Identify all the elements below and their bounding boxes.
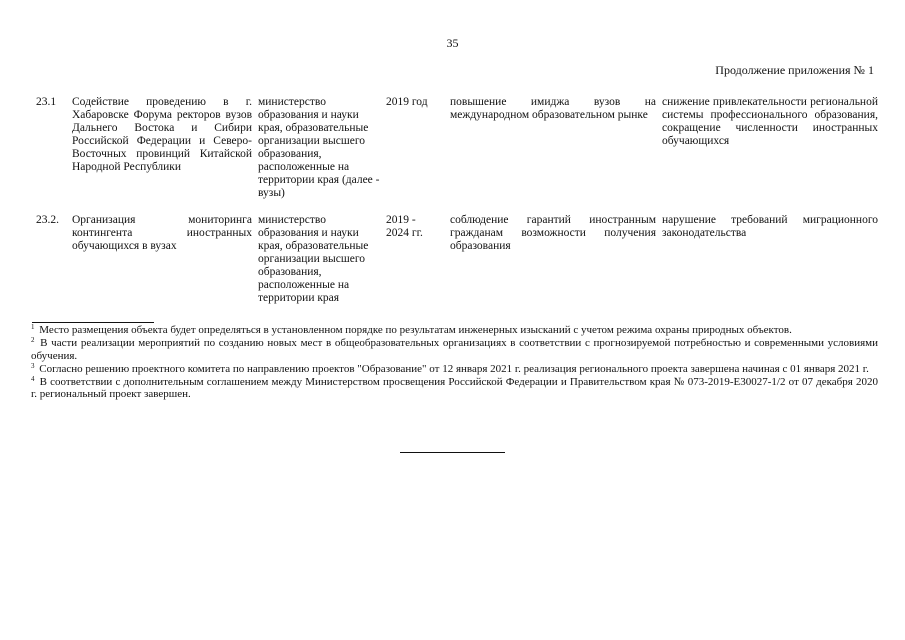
footnote-1: $^1$ Место размещения объекта будет определяться в установленном порядке по результатам инженерных изысканий с учетом режима охраны природных объектов. — [31, 323, 792, 336]
row-number: 23.2. — [36, 214, 59, 226]
footnote-marker: 2 — [31, 336, 35, 345]
activity-cell: Организация мониторинга контингента иностранных обучающихся в вузах — [72, 214, 252, 252]
footnote-marker: 3 — [31, 361, 35, 370]
footnote-separator — [32, 322, 154, 323]
footnote-marker: 1 — [31, 323, 35, 331]
deadline-cell: 2019 год — [386, 96, 428, 108]
page-number: 35 — [446, 36, 459, 50]
executors-cell: министерство образования и науки края, образовательные организации высшего образования, расположенные на территории края — [258, 214, 369, 304]
end-separator — [400, 452, 505, 453]
footnote-4: $^4$ В соответствии с дополнительным соглашением между Министерством просвещения Российской Федерации и Правительством края № 073-2019-Е30027-1/2 от 07 декабря 2020 г. региональный проект завершен. — [31, 375, 878, 401]
footnotes — [31, 324, 878, 402]
result-cell: повышение имиджа вузов на международном образовательном рынке — [450, 96, 656, 121]
risk-cell: нарушение требований миграционного законодательства — [662, 214, 878, 239]
risk-cell: снижение привлекательности региональной системы профессионального образования, сокращение численности иностранных обучающихся — [662, 96, 878, 147]
footnote-marker: 4 — [31, 375, 35, 384]
appendix-continuation-label: Продолжение приложения № 1 — [715, 63, 874, 77]
result-cell: соблюдение гарантий иностранным гражданам возможности получения образования — [450, 214, 656, 252]
footnote-2: $^2$ В части реализации мероприятий по созданию новых мест в общеобразовательных организациях в соответствии с прогнозируемой потребностью и современными условиями обучения. — [31, 336, 878, 362]
executors-cell: министерство образования и науки края, образовательные организации высшего образования, расположенные на территории края (далее - вузы) — [258, 96, 380, 199]
footnote-3: $^3$ Согласно решению проектного комитета по направлению проектов "Образование" от 12 января 2021 г. реализация регионального проекта завершена начиная с 01 января 2021 г. — [31, 361, 869, 375]
deadline-cell: 2019 - 2024 гг. — [386, 214, 423, 239]
row-number: 23.1 — [36, 96, 57, 108]
activity-cell: Содействие проведению в г. Хабаровске Форума ректоров вузов Дальнего Востока и Сибири Российской Федерации и Северо-Восточных провинций Китайской Народной Республики — [72, 96, 252, 173]
